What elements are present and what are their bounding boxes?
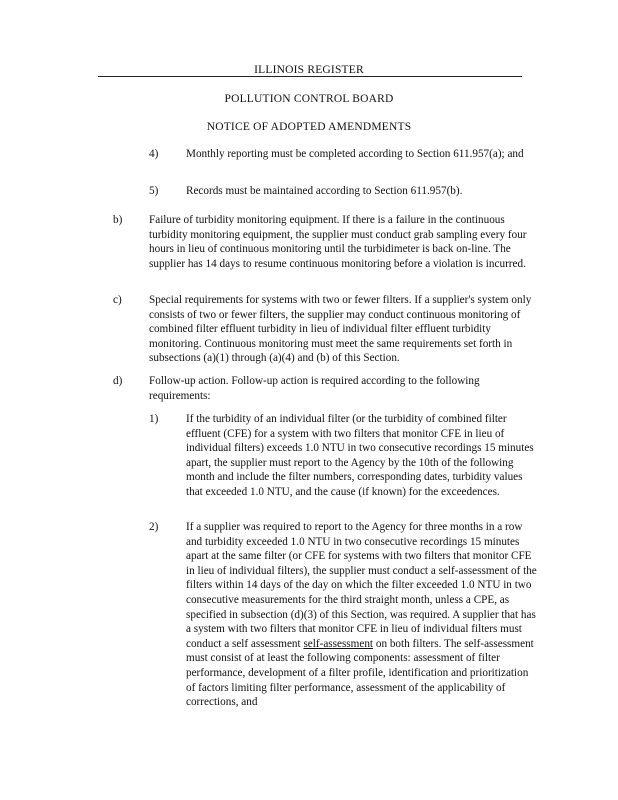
item-c-label: c) [113,294,122,306]
item-a5-text: Records must be maintained according to Section 611.957(b). [186,185,463,197]
item-d2-label: 2) [149,521,159,533]
item-a5-label: 5) [149,185,159,197]
d2-text-after: on both filters. The self-assessment must consist of at least the following components: assessment of filter performance, development of a filter profile, identification and prioritization of factors limiting filter performance, assessment of the applicability of corrections, and [186,637,534,709]
item-a4-label: 4) [149,148,159,160]
item-d1-text: If the turbidity of an individual filter (or the turbidity of combined filter effluent (CFE) for a system with two filters that monitor CFE in lieu of individual filters) exceeds 1.0 NTU in two consecutive recordings 15 minutes apart, the supplier must report to the Agency by the 10th of the following month and include the filter numbers, corresponding dates, turbidity values that exceeded 1.0 NTU, and the cause (if known) for the exceedences. [186,413,534,498]
d2-inserted-text: self-assessment [303,637,374,650]
d2-text-before: If a supplier was required to report to the Agency for three months in a row and turbidity exceeded 1.0 NTU in two consecutive recordings 15 minutes apart at the same filter (or CFE for systems with two filters that monitor CFE in lieu of individual filters), the supplier must conduct a self-assessment of the filters within 14 days of the day on which the filter exceeded 1.0 NTU in two consecutive measurements for the third straight month, unless a CPE, as specified in subsection (d)(3) of this Section, was required. A supplier that has a system with two filters that monitor CFE in lieu of individual filters must conduct a self assessment [186,521,537,650]
register-title: ILLINOIS REGISTER [254,64,364,76]
item-d2-text [186,520,540,710]
item-d1-label: 1) [149,413,159,425]
item-d-text: Follow-up action. Follow-up action is required according to the following requirements: [149,375,480,402]
item-d-label: d) [113,375,123,387]
item-b-label: b) [113,214,123,226]
notice-title: NOTICE OF ADOPTED AMENDMENTS [206,121,412,133]
item-b-text: Failure of turbidity monitoring equipment. If there is a failure in the continuous turbidity monitoring equipment, the supplier must conduct grab sampling every four hours in lieu of continuous monitoring until the turbidimeter is back on-line. The supplier has 14 days to resume continuous monitoring before a violation is incurred. [149,214,527,270]
item-c-text: Special requirements for systems with two or fewer filters. If a supplier's system only consists of two or fewer filters, the supplier may conduct continuous monitoring of combined filter effluent turbidity in lieu of individual filter effluent turbidity monitoring. Continuous monitoring must meet the same requirements set forth in subsections (a)(1) through (a)(4) and (b) of this Section. [149,294,532,365]
header-rule [98,76,522,77]
item-a4-text: Monthly reporting must be completed according to Section 611.957(a); and [186,148,524,160]
board-title: POLLUTION CONTROL BOARD [224,93,394,105]
